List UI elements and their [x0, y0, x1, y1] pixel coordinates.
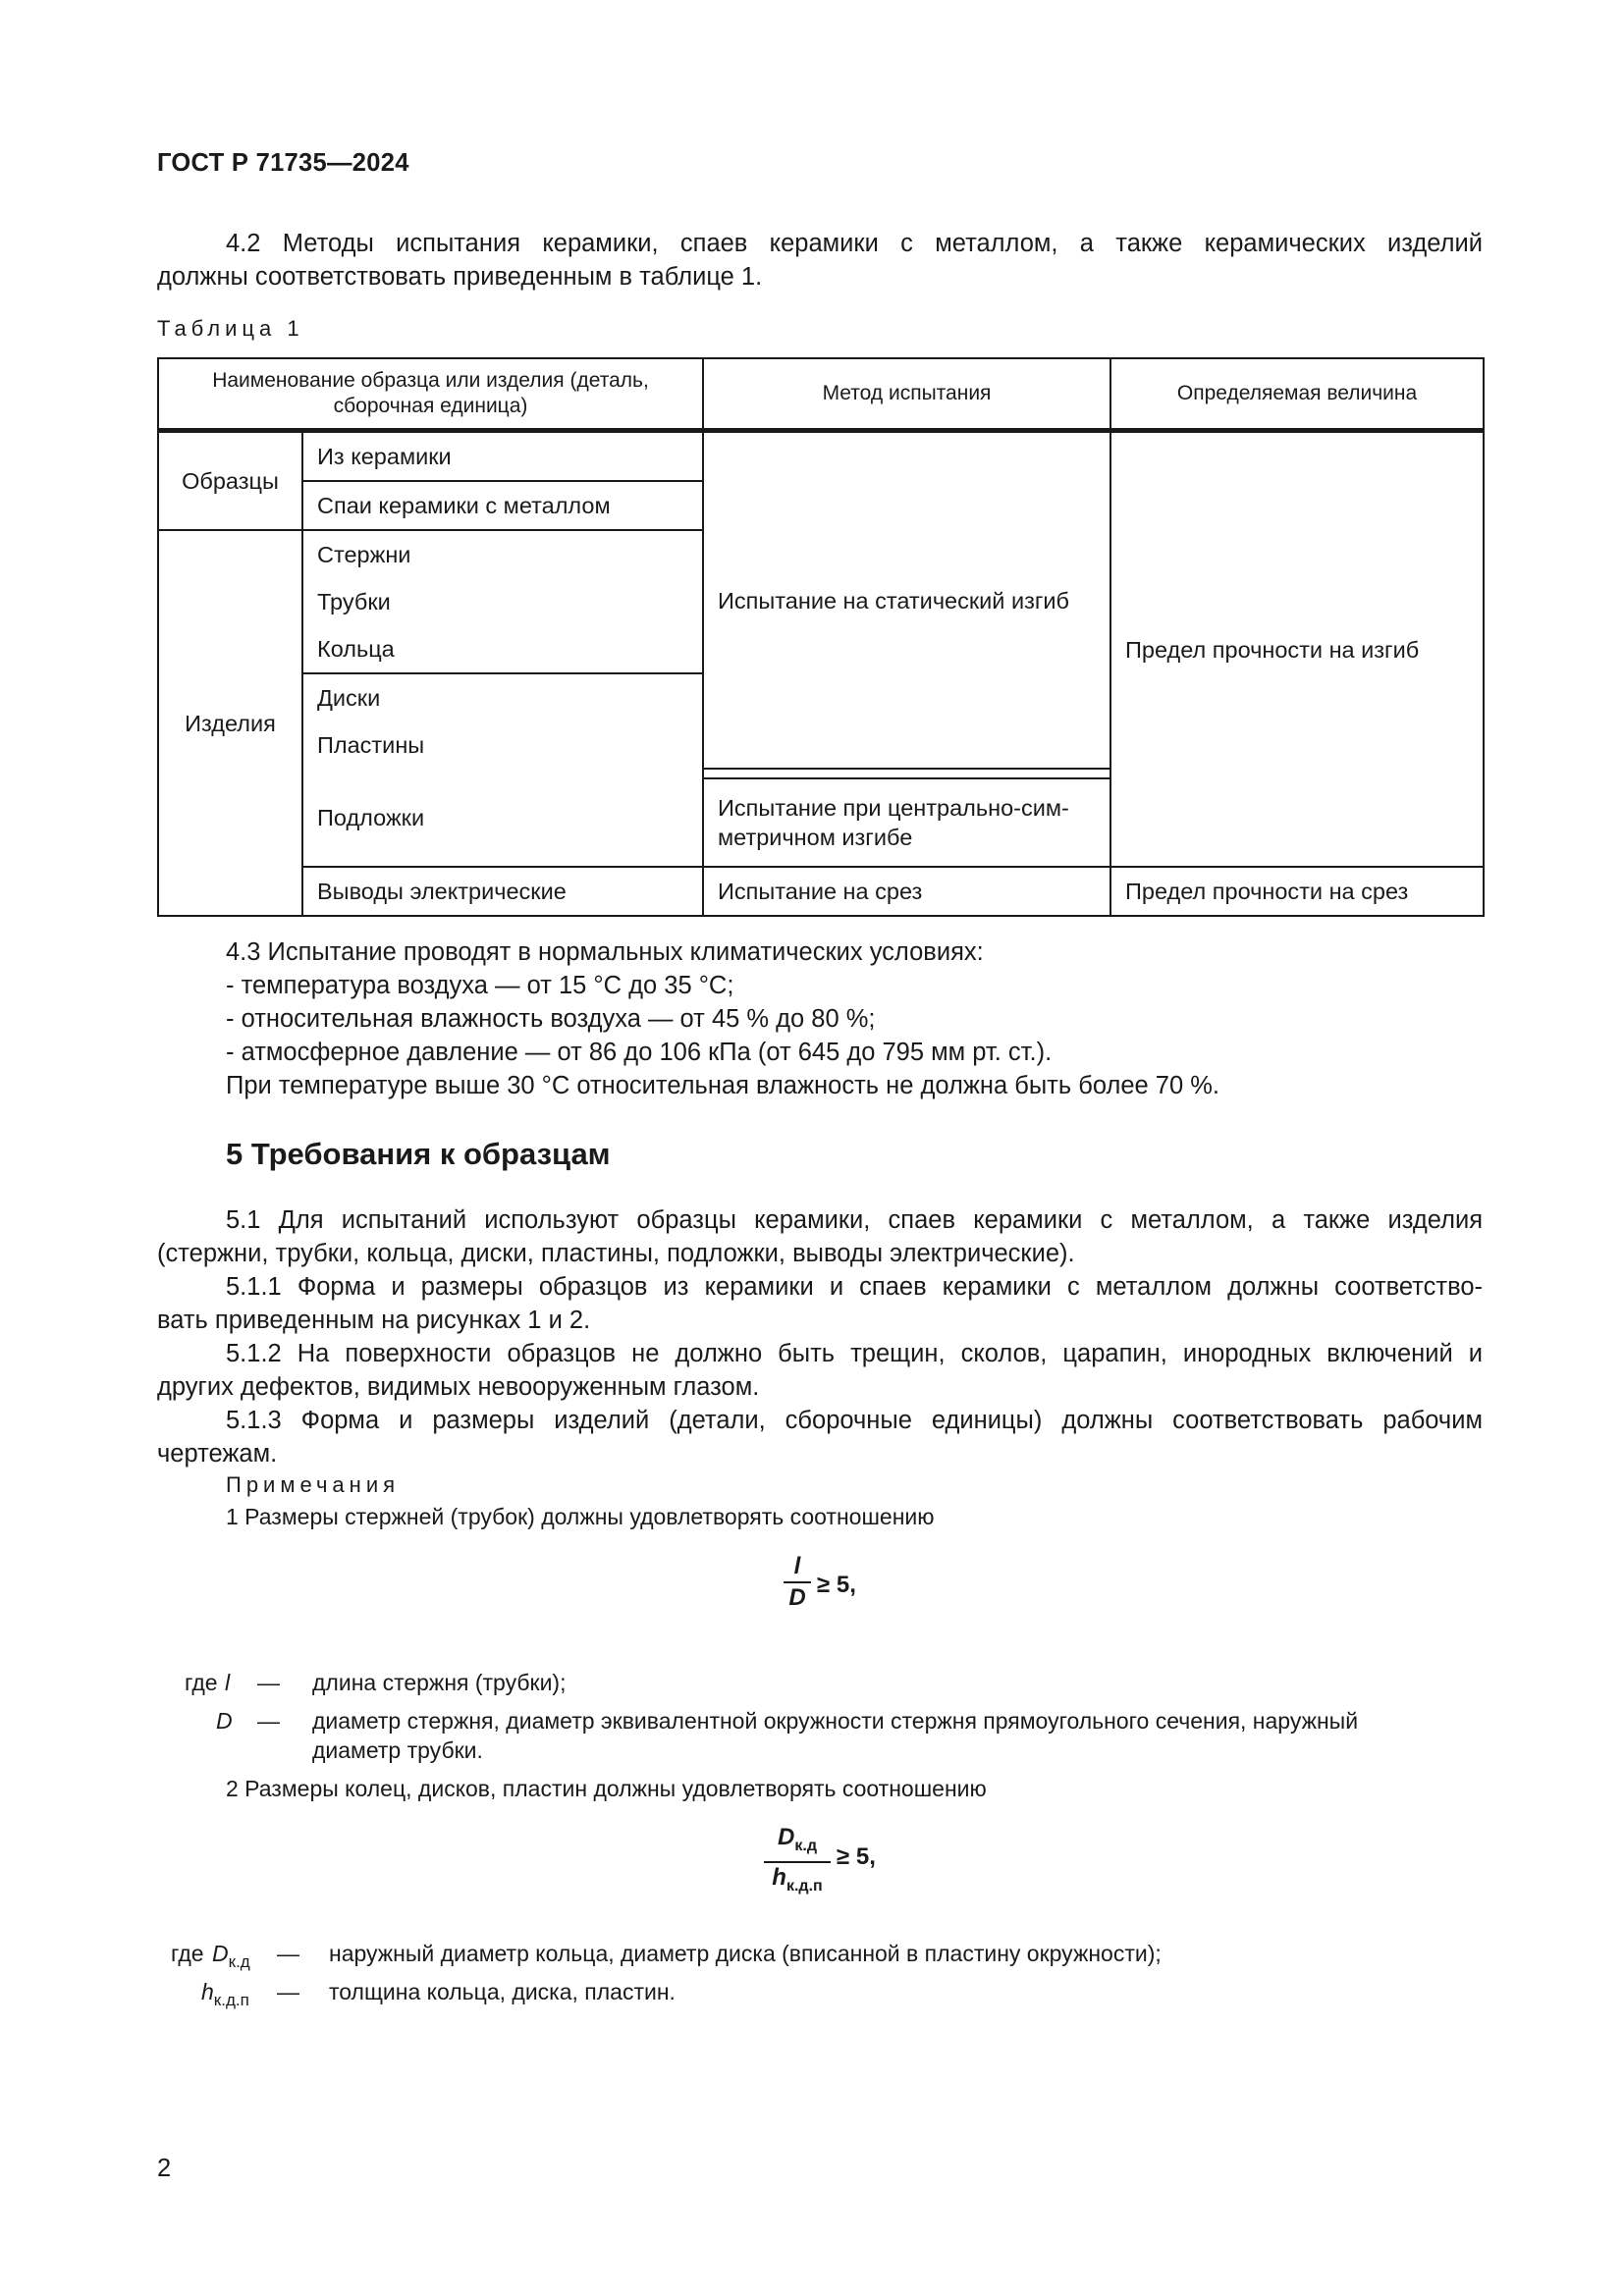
method-shear: Испытание на срез — [703, 867, 1110, 916]
section-5-title: 5 Требования к образцам — [226, 1137, 611, 1171]
symbol-D — [216, 1706, 233, 1735]
para-5-1-2-line1: 5.1.2 На поверхности образцов не должно быть трещин, сколов, царапин, инородных включений и — [226, 1340, 1483, 1367]
symbol-hkdp-sub: к.д.п — [213, 1991, 249, 2009]
dash-D: — — [257, 1708, 280, 1734]
dash-hkdp: — — [277, 1979, 299, 2004]
formula-1-fraction — [784, 1553, 811, 1612]
para-4-3-line2: - температура воздуха — от 15 °С до 35 °С; — [226, 972, 734, 999]
desc-Dkd: наружный диаметр кольца, диаметр диска (вписанной в пластину окружности); — [329, 1941, 1162, 1966]
item-joints: Спаи керамики с металлом — [302, 481, 703, 530]
symbol-hkdp-text: h — [201, 1979, 214, 2004]
where-label-1: где — [185, 1670, 218, 1695]
formula-1-numerator: l — [793, 1553, 801, 1579]
para-5-1-3-line2: чертежам. — [157, 1440, 278, 1468]
group-items: Изделия — [158, 530, 302, 916]
document-code: ГОСТ Р 71735—2024 — [157, 149, 409, 177]
symbol-l-text: l — [225, 1670, 231, 1695]
desc-D-line2: диаметр трубки. — [312, 1737, 483, 1763]
group-samples: Образцы — [158, 431, 302, 531]
method-static-gap — [703, 769, 1110, 778]
item-substrates: Подложки — [302, 769, 703, 867]
symbol-D-text: D — [216, 1708, 233, 1734]
method-central-bend: Испытание при центрально-сим-метричном изгибе — [703, 778, 1110, 867]
para-5-1-1-line2: вать приведенным на рисунках 1 и 2. — [157, 1307, 591, 1334]
item-tubes: Трубки — [302, 578, 703, 625]
symbol-Dkd — [212, 1939, 250, 1977]
para-4-3-line4: - атмосферное давление — от 86 до 106 кПа (от 645 до 795 мм рт. ст.). — [226, 1039, 1053, 1066]
symbol-Dkd-text: D — [212, 1941, 229, 1966]
formula-2-fraction — [764, 1824, 831, 1900]
table-caption: Таблица 1 — [157, 316, 304, 341]
para-4-2-line2: должны соответствовать приведенным в таблице 1. — [157, 263, 763, 291]
symbol-hkdp — [201, 1977, 249, 2015]
value-shear-strength: Предел прочности на срез — [1110, 867, 1484, 916]
para-4-2-line1: 4.2 Методы испытания керамики, спаев керамики с металлом, а также керамических изделий — [226, 230, 1483, 257]
formula-2-relation: ≥ 5, — [837, 1843, 876, 1870]
item-rods: Стержни — [302, 530, 703, 578]
symbol-Dkd-sub: к.д — [228, 1952, 250, 1971]
value-bend-strength: Предел прочности на изгиб — [1110, 431, 1484, 868]
formula-2-den-symbol: h — [772, 1863, 786, 1891]
desc-hkdp: толщина кольца, диска, пластин. — [329, 1979, 676, 2004]
formula-2-num-symbol: D — [778, 1824, 795, 1850]
formula-2-num-sub: к.д — [794, 1837, 817, 1854]
col-header-value: Определяемая величина — [1110, 358, 1484, 431]
para-5-1-2-line2: других дефектов, видимых невооруженным глазом. — [157, 1373, 760, 1401]
dash-l: — — [257, 1670, 280, 1695]
notes-title: Примечания — [226, 1472, 401, 1497]
page-number: 2 — [157, 2155, 172, 2182]
desc-l: длина стержня (трубки); — [312, 1670, 567, 1695]
formula-2-denominator — [764, 1864, 831, 1900]
para-5-1-3-line1: 5.1.3 Форма и размеры изделий (детали, сборочные единицы) должны соответствовать рабочим — [226, 1407, 1483, 1434]
para-4-3-line1: 4.3 Испытание проводят в нормальных климатических условиях: — [226, 938, 984, 966]
methods-table — [157, 357, 1485, 917]
item-ceramic: Из керамики — [302, 431, 703, 482]
para-5-1-line2: (стержни, трубки, кольца, диски, пластины, подложки, выводы электрические). — [157, 1240, 1075, 1267]
formula-1-bar — [784, 1581, 811, 1583]
method-static-bend: Испытание на статический изгиб — [703, 431, 1110, 770]
col-header-method: Метод испытания — [703, 358, 1110, 431]
para-4-3-line5: При температуре выше 30 °С относительная влажность не должна быть более 70 %. — [226, 1072, 1219, 1099]
para-5-1-line1: 5.1 Для испытаний используют образцы керамики, спаев керамики с металлом, а также изделия — [226, 1206, 1483, 1234]
item-leads: Выводы электрические — [302, 867, 703, 916]
note-1: 1 Размеры стержней (трубок) должны удовлетворять соотношению — [226, 1504, 935, 1529]
where-label-2: где — [171, 1941, 204, 1966]
dash-Dkd: — — [277, 1941, 299, 1966]
col-header-name: Наименование образца или изделия (деталь, сборочная единица) — [158, 358, 703, 431]
desc-D-line1: диаметр стержня, диаметр эквивалентной окружности стержня прямоугольного сечения, наружный — [312, 1708, 1359, 1734]
formula-2-bar — [764, 1861, 831, 1863]
note-2: 2 Размеры колец, дисков, пластин должны удовлетворять соотношению — [226, 1776, 987, 1801]
formula-2-numerator — [764, 1824, 831, 1860]
symbol-l — [225, 1668, 230, 1697]
para-5-1-1-line1: 5.1.1 Форма и размеры образцов из керамики и спаев керамики с металлом должны соответство- — [226, 1273, 1483, 1301]
formula-1-denominator: D — [788, 1584, 806, 1611]
formula-2-den-sub: к.д.п — [785, 1877, 823, 1895]
item-plates: Пластины — [302, 721, 703, 769]
formula-1-relation: ≥ 5, — [817, 1572, 856, 1598]
para-4-3-line3: - относительная влажность воздуха — от 45 % до 80 %; — [226, 1005, 876, 1033]
item-rings: Кольца — [302, 625, 703, 673]
item-disks: Диски — [302, 673, 703, 721]
